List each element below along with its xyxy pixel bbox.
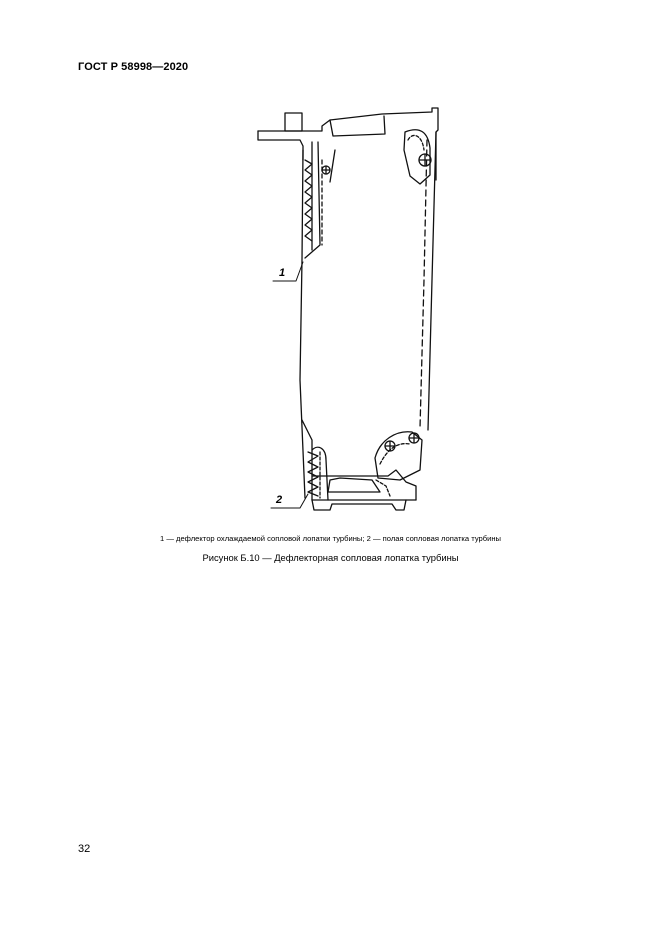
figure-caption: Рисунок Б.10 — Дефлекторная сопловая лопатка турбины	[202, 552, 459, 563]
page-number: 32	[78, 843, 91, 855]
bottom-ribs	[308, 452, 318, 496]
blade-left-edge	[300, 150, 305, 498]
callout-1-leader	[273, 262, 303, 281]
callout-2-number: 2	[276, 494, 283, 506]
callout-1-number: 1	[279, 267, 286, 279]
document-header: ГОСТ Р 58998—2020	[78, 61, 189, 73]
top-boss	[285, 113, 302, 131]
top-ribs	[305, 160, 312, 241]
blade-right-edge	[428, 132, 436, 430]
figure-legend: 1 — дефлектор охлаждаемой сопловой лопатки турбины; 2 — полая сопловая лопатка турбины	[159, 534, 501, 543]
